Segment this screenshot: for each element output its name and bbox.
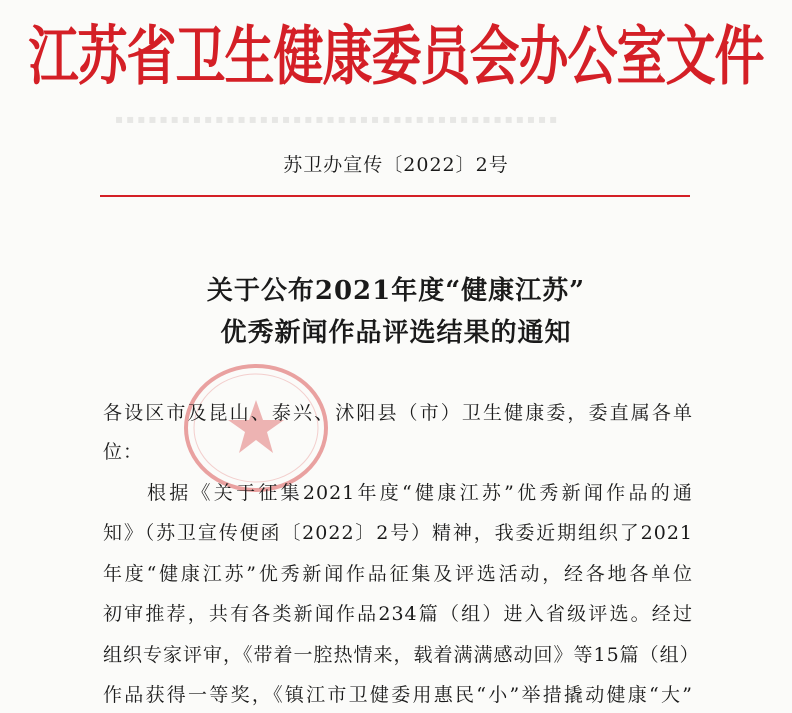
body-line-3: 年度“健康江苏”优秀新闻作品征集及评选活动，经各地各单位	[103, 563, 693, 585]
body-line-4: 初审推荐，共有各类新闻作品234篇（组）进入省级评选。经过	[103, 603, 693, 625]
document-masthead: 江苏省卫生健康委员会办公室文件	[28, 19, 764, 94]
addressee-line-1: 各设区市及昆山、泰兴、沭阳县（市）卫生健康委，委直属各单	[103, 402, 693, 424]
notice-title-line-1: 关于公布2021年度“健康江苏”	[206, 276, 586, 306]
body-line-6: 作品获得一等奖，《镇江市卫健委用惠民“小”举措撬动健康“大”	[103, 684, 693, 706]
body-line-2: 知》（苏卫宣传便函〔2022〕2号）精神，我委近期组织了2021	[103, 522, 693, 544]
notice-title-line-2: 优秀新闻作品评选结果的通知	[220, 318, 572, 348]
document-number: 苏卫办宣传〔2022〕2号	[283, 154, 509, 176]
bleed-through-texture: ▪▪▪▪▪▪▪▪▪▪▪▪▪▪▪▪▪▪▪▪▪▪▪▪▪▪▪▪▪▪▪▪▪▪▪▪▪▪▪▪	[115, 112, 561, 126]
addressee-line-2: 位：	[103, 441, 144, 463]
red-divider	[100, 195, 690, 197]
body-line-5: 组织专家评审，《带着一腔热情来，载着满满感动回》等15篇（组）	[103, 644, 700, 666]
official-seal-icon	[176, 358, 336, 498]
body-line-1: 根据《关于征集2021年度“健康江苏”优秀新闻作品的通	[147, 482, 693, 504]
